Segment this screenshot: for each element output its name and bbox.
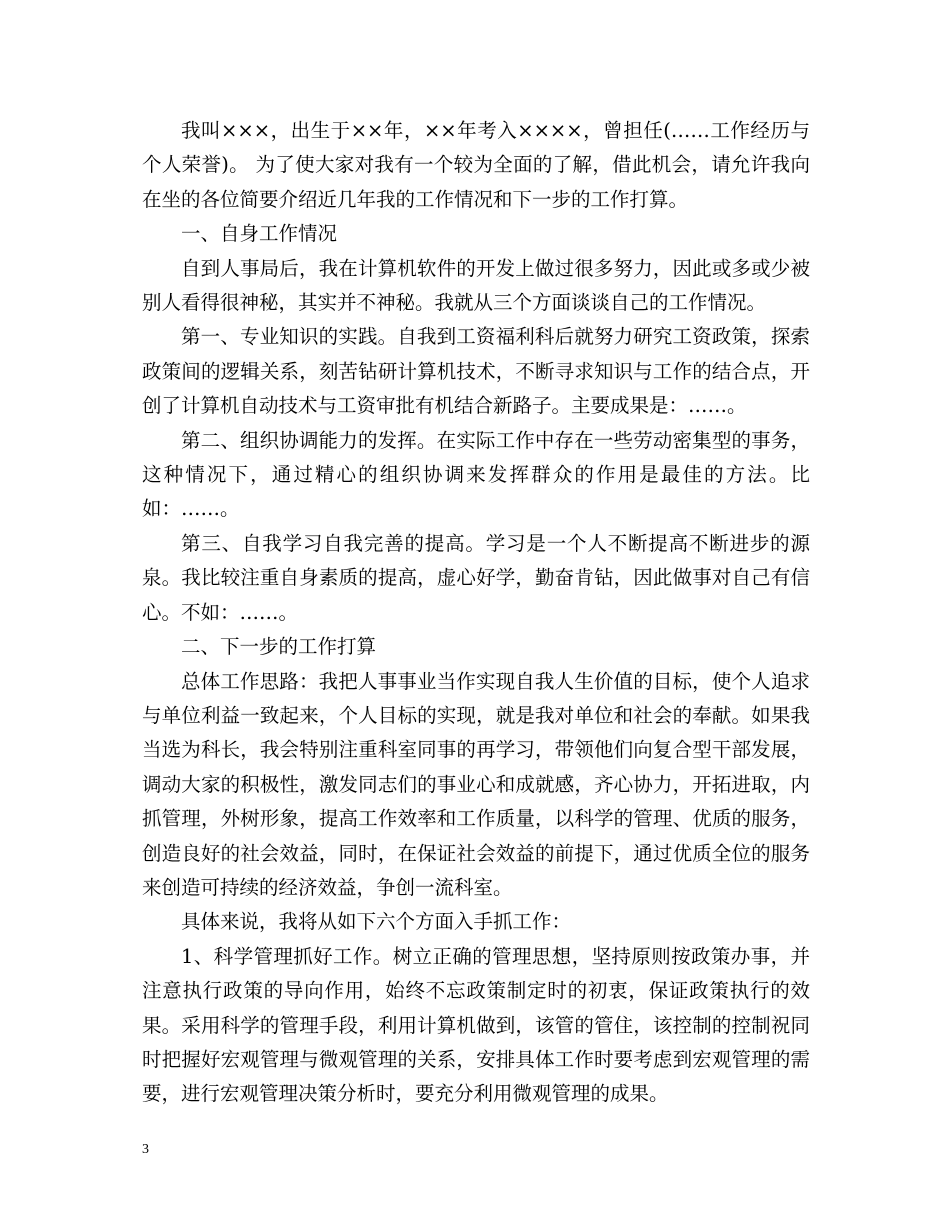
section-heading-work-status: 一、自身工作情况 bbox=[181, 222, 338, 246]
document-body bbox=[142, 114, 810, 1112]
paragraph-first-point: 第一、专业知识的实践。自我到工资福利科后就努力研究工资政策，探索政策间的逻辑关系，刻苦钻研计算机技术，不断寻求知识与工作的结合点，开创了计算机自动技术与工资审批有机结合新路子。主要成果是：……。 bbox=[142, 325, 810, 418]
page-number: 3 bbox=[142, 1142, 149, 1157]
section-heading-next-plan: 二、下一步的工作打算 bbox=[181, 635, 377, 659]
paragraph-overall-approach: 总体工作思路：我把人事事业当作实现自我人生价值的目标，使个人追求与单位利益一致起来，个人目标的实现，就是我对单位和社会的奉献。如果我当选为科长，我会特别注重科室同事的再学习，带领他们向复合型干部发展，调动大家的积极性，激发同志们的事业心和成就感，齐心协力，开拓进取，内抓管理，外树形象，提高工作效率和工作质量，以科学的管理、优质的服务，创造良好的社会效益，同时，在保证社会效益的前提下，通过优质全位的服务来创造可持续的经济效益，争创一流科室。 bbox=[142, 669, 810, 899]
paragraph-item-1: 1、科学管理抓好工作。树立正确的管理思想，坚持原则按政策办事，并注意执行政策的导向作用，始终不忘政策制定时的初衷，保证政策执行的效果。采用科学的管理手段，利用计算机做到，该管的管住，该控制的控制祝同时把握好宏观管理与微观管理的关系，安排具体工作时要考虑到宏观管理的需要，进行宏观管理决策分析时，要充分利用微观管理的成果。 bbox=[142, 944, 810, 1106]
paragraph-introduction: 我叫×××，出生于××年，××年考入××××，曾担任(……工作经历与个人荣誉)。 为了使大家对我有一个较为全面的了解，借此机会，请允许我向在坐的各位简要介绍近几年我的工作情况和下一步的工作打算。 bbox=[142, 119, 810, 211]
paragraph-second-point: 第二、组织协调能力的发挥。在实际工作中存在一些劳动密集型的事务，这种情况下，通过精心的组织协调来发挥群众的作用是最佳的方法。比如：……。 bbox=[142, 428, 810, 521]
paragraph-six-aspects-intro: 具体来说，我将从如下六个方面入手抓工作： bbox=[181, 910, 572, 934]
paragraph-work-overview: 自到人事局后，我在计算机软件的开发上做过很多努力，因此或多或少被别人看得很神秘，其实并不神秘。我就从三个方面谈谈自己的工作情况。 bbox=[142, 256, 810, 315]
paragraph-third-point: 第三、自我学习自我完善的提高。学习是一个人不断提高不断进步的源泉。我比较注重自身素质的提高，虚心好学，勤奋肯钻，因此做事对自己有信心。不如：……。 bbox=[142, 531, 810, 624]
